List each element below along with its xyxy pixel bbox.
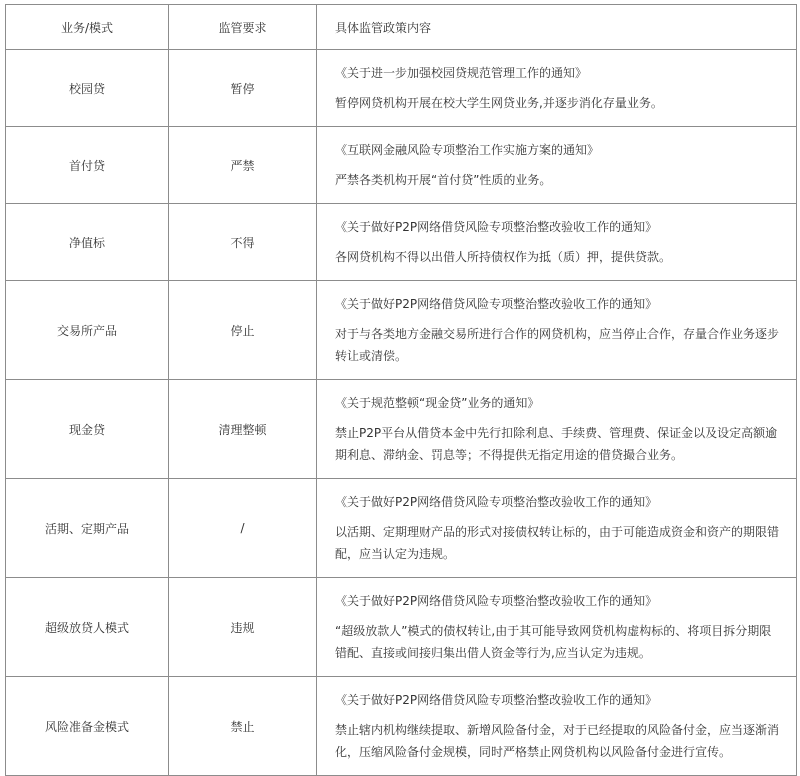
business-cell: 活期、定期产品: [6, 479, 169, 578]
policy-title: 《关于规范整顿“现金贷”业务的通知》: [335, 396, 540, 410]
requirement-cell: 违规: [169, 578, 317, 677]
policy-table: [5, 4, 797, 776]
policy-text: 暂停网贷机构开展在校大学生网贷业务,并逐步消化存量业务。: [335, 96, 663, 110]
policy-content-cell: [317, 578, 797, 677]
table-row: [6, 380, 797, 479]
business-cell: 超级放贷人模式: [6, 578, 169, 677]
table-row: [6, 204, 797, 281]
policy-text: 各网贷机构不得以出借人所持债权作为抵（质）押，提供贷款。: [335, 250, 672, 264]
header-business: 业务/模式: [6, 5, 169, 50]
business-cell: 净值标: [6, 204, 169, 281]
policy-title: 《互联网金融风险专项整治工作实施方案的通知》: [335, 143, 600, 157]
policy-content-cell: [317, 479, 797, 578]
table-row: [6, 50, 797, 127]
table-row: [6, 677, 797, 776]
requirement-cell: /: [169, 479, 317, 578]
policy-title: 《关于做好P2P网络借贷风险专项整治整改验收工作的通知》: [335, 693, 658, 707]
policy-content-cell: [317, 127, 797, 204]
policy-content-cell: [317, 677, 797, 776]
policy-title: 《关于进一步加强校园贷规范管理工作的通知》: [335, 66, 588, 80]
header-content: 具体监管政策内容: [317, 5, 797, 50]
requirement-cell: 不得: [169, 204, 317, 281]
table-row: [6, 127, 797, 204]
table-header-row: [6, 5, 797, 50]
requirement-cell: 严禁: [169, 127, 317, 204]
policy-content-cell: [317, 380, 797, 479]
requirement-cell: 禁止: [169, 677, 317, 776]
policy-title: 《关于做好P2P网络借贷风险专项整治整改验收工作的通知》: [335, 220, 658, 234]
policy-title: 《关于做好P2P网络借贷风险专项整治整改验收工作的通知》: [335, 594, 658, 608]
policy-title: 《关于做好P2P网络借贷风险专项整治整改验收工作的通知》: [335, 297, 658, 311]
header-requirement: 监管要求: [169, 5, 317, 50]
policy-content-cell: [317, 50, 797, 127]
policy-text: 禁止P2P平台从借贷本金中先行扣除利息、手续费、管理费、保证金以及设定高额逾期利息、滞纳金、罚息等；不得提供无指定用途的借贷撮合业务。: [335, 426, 778, 462]
policy-text: 禁止辖内机构继续提取、新增风险备付金，对于已经提取的风险备付金，应当逐渐消化，压缩风险备付金规模，同时严格禁止网贷机构以风险备付金进行宣传。: [335, 723, 780, 759]
policy-text: 对于与各类地方金融交易所进行合作的网贷机构，应当停止合作，存量合作业务逐步转让或清偿。: [335, 327, 780, 363]
business-cell: 风险准备金模式: [6, 677, 169, 776]
business-cell: 校园贷: [6, 50, 169, 127]
policy-text: 严禁各类机构开展“首付贷”性质的业务。: [335, 173, 552, 187]
requirement-cell: 暂停: [169, 50, 317, 127]
policy-title: 《关于做好P2P网络借贷风险专项整治整改验收工作的通知》: [335, 495, 658, 509]
policy-content-cell: [317, 204, 797, 281]
table-row: [6, 281, 797, 380]
business-cell: 首付贷: [6, 127, 169, 204]
business-cell: 交易所产品: [6, 281, 169, 380]
requirement-cell: 清理整顿: [169, 380, 317, 479]
requirement-cell: 停止: [169, 281, 317, 380]
business-cell: 现金贷: [6, 380, 169, 479]
policy-content-cell: [317, 281, 797, 380]
policy-text: 以活期、定期理财产品的形式对接债权转让标的，由于可能造成资金和资产的期限错配，应当认定为违规。: [335, 525, 780, 561]
policy-text: “超级放款人”模式的债权转让,由于其可能导致网贷机构虚构标的、将项目拆分期限错配、直接或间接归集出借人资金等行为,应当认定为违规。: [335, 624, 772, 660]
table-row: [6, 479, 797, 578]
table-row: [6, 578, 797, 677]
